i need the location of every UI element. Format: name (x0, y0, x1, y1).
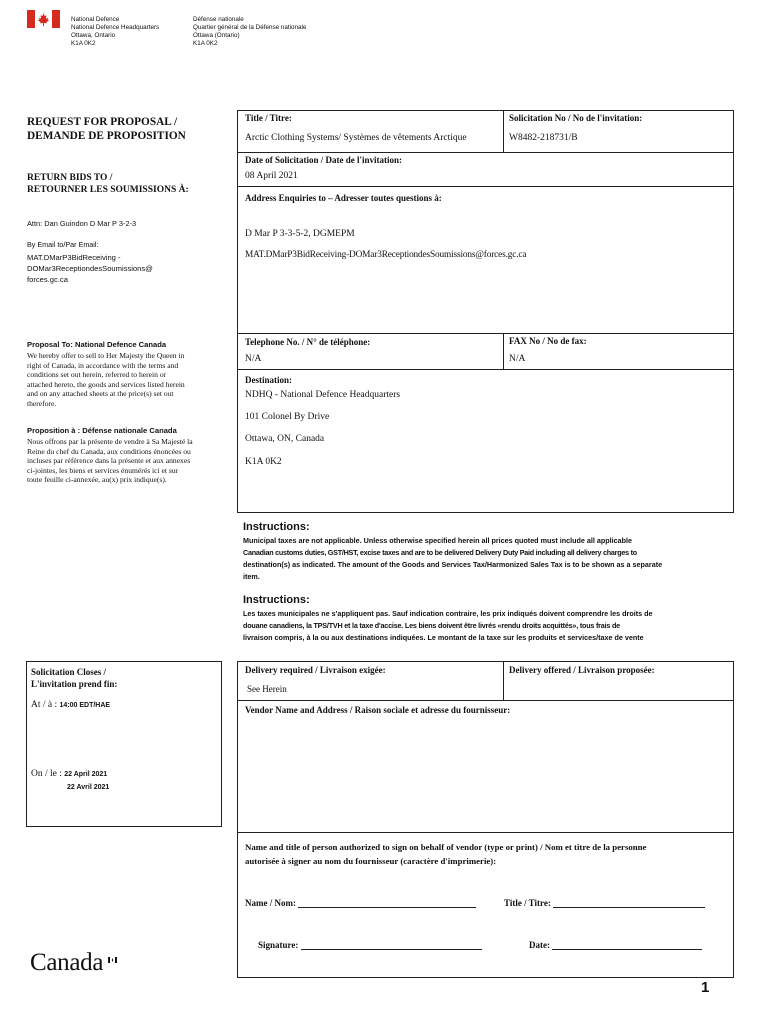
closes-on-row (31, 769, 107, 779)
closes-label-fr: L'invitation prend fin: (31, 679, 118, 689)
on-label: On / le : (31, 769, 62, 779)
instructions-fr-line: livraison compris, à la ou aux destinations indiquées. Le montant de la taxe sur les produits et services/taxe de vente (243, 633, 644, 642)
date-row (529, 939, 702, 950)
proposal-to-line: We hereby offer to sell to Her Majesty the Queen in (27, 351, 185, 360)
fax-label: FAX No / No de fax: (509, 336, 587, 346)
proposal-to-line: right of Canada, in accordance with the terms and (27, 360, 179, 370)
divider (503, 661, 504, 700)
destination-line: NDHQ - National Defence Headquarters (245, 390, 401, 400)
return-bids-en: RETURN BIDS TO / (27, 173, 113, 183)
solicitation-no-value: W8482-218731/B (509, 133, 578, 143)
header-en-line: National Defence Headquarters (71, 24, 160, 31)
return-email-line: DOMar3ReceptiondesSoumissions@ (27, 264, 153, 273)
solicitation-closes-label (31, 666, 117, 690)
header-fr-line: Défense nationale (193, 16, 244, 23)
instructions-fr-body (243, 608, 723, 644)
title-value: Arctic Clothing Systems/ Systèmes de vêtements Arctique (245, 133, 467, 143)
authorized-line: autorisée à signer au nom du fournisseur (caractère d'imprimerie): (245, 856, 497, 866)
canada-wordmark (30, 949, 103, 977)
proposal-to-title: Proposal To: National Defence Canada (27, 340, 167, 349)
canada-wordmark-text: Canada (30, 949, 104, 976)
return-email-line: MAT.DMarP3BidReceiving - (27, 253, 121, 262)
date-input-label: Date: (529, 940, 550, 950)
signature-label: Signature: (258, 940, 299, 950)
header-fr-line: Quartier général de la Défense nationale (193, 24, 307, 31)
delivery-offered-label: Delivery offered / Livraison proposée: (509, 665, 655, 675)
date-input-line[interactable] (552, 939, 702, 950)
delivery-required-label: Delivery required / Livraison exigée: (245, 665, 386, 675)
rfp-title-en: REQUEST FOR PROPOSAL / (27, 116, 178, 128)
divider (237, 186, 734, 187)
divider (237, 152, 734, 153)
proposition-line: Nous offrons par la présente de vendre à Sa Majesté la (27, 437, 193, 446)
header-fr-line: Ottawa (Ontario) (193, 32, 240, 39)
telephone-label: Telephone No. / N° de téléphone: (245, 337, 371, 347)
proposition-text (27, 437, 227, 485)
at-value: 14:00 EDT/HAE (59, 702, 111, 709)
date-of-solicitation-value: 08 April 2021 (245, 171, 298, 181)
proposition-line: ci-jointes, les biens et services énumérés ici et sur (27, 465, 179, 475)
return-bids-heading (27, 172, 189, 196)
header-en-line: National Defence (71, 16, 120, 23)
return-bids-fr: RETOURNER LES SOUMISSIONS À: (27, 185, 189, 195)
fax-value: N/A (509, 354, 526, 364)
signature-input-line[interactable] (301, 939, 482, 950)
proposal-to-line: attached hereto, the goods and services listed herein (27, 379, 185, 389)
proposal-to-line: therefore. (27, 398, 57, 408)
return-email-block (27, 252, 153, 285)
authorized-person-label (245, 840, 646, 868)
wordmark-flag-icon (108, 950, 117, 956)
destination-label: Destination: (245, 375, 292, 385)
name-row (245, 897, 476, 908)
telephone-value: N/A (245, 354, 262, 364)
destination-line: 101 Colonel By Drive (245, 412, 330, 422)
instructions-en-line: Municipal taxes are not applicable. Unless otherwise specified herein all prices quoted must include all applicable (243, 536, 633, 545)
proposal-to-line: conditions set out herein, referred to herein or (27, 370, 167, 380)
on-value-fr: 22 Avril 2021 (67, 784, 110, 791)
destination-line: Ottawa, ON, Canada (245, 434, 325, 444)
name-label: Name / Nom: (245, 898, 296, 908)
header-fr-line: K1A 0K2 (193, 40, 218, 47)
instructions-en-line: item. (243, 572, 260, 581)
instructions-fr-title: Instructions: (243, 594, 310, 606)
divider (503, 110, 504, 152)
signature-row (258, 939, 482, 950)
rfp-title-fr: DEMANDE DE PROPOSITION (27, 130, 186, 142)
divider (237, 369, 734, 370)
canada-flag-icon (27, 10, 60, 28)
instructions-en-body (243, 535, 723, 583)
instructions-en-line: destination(s) as indicated. The amount of the Goods and Services Tax/Harmonized Sales Tax is to be shown as a separate (243, 560, 663, 569)
instructions-en-title: Instructions: (243, 521, 310, 533)
at-label: At / à : (31, 700, 58, 710)
proposal-to-line: and on any attached sheets at the price(s) set out (27, 389, 174, 399)
header-en-line: Ottawa, Ontario (71, 32, 116, 39)
divider (237, 832, 734, 833)
authorized-line: Name and title of person authorized to sign on behalf of vendor (type or print) / Nom et titre de la personne (245, 842, 647, 852)
proposition-line: Reine du chef du Canada, aux conditions énoncées ou (27, 446, 191, 456)
header-en-block (71, 16, 159, 48)
closes-label-en: Solicitation Closes / (31, 667, 107, 677)
proposal-to-text (27, 351, 227, 409)
proposition-title: Proposition à : Défense nationale Canada (27, 426, 177, 435)
on-value-en: 22 April 2021 (64, 771, 108, 778)
return-email-line: forces.gc.ca (27, 275, 68, 284)
divider (503, 333, 504, 369)
title-input-label: Title / Titre: (504, 898, 551, 908)
vendor-name-address-field[interactable] (240, 718, 730, 828)
instructions-en-line: Canadian customs duties, GST/HST, excise taxes and are to be delivered Delivery Duty Paid including all delivery charges to (243, 548, 637, 557)
address-enquiries-label: Address Enquiries to – Adresser toutes questions à: (245, 193, 442, 203)
closes-at-row (31, 700, 110, 710)
proposition-line: incluses par référence dans la présente et aux annexes (27, 456, 191, 466)
solicitation-no-label: Solicitation No / No de l'invitation: (509, 113, 643, 123)
divider (237, 333, 734, 334)
title-row (504, 897, 705, 908)
delivery-offered-field[interactable] (505, 678, 731, 698)
title-input-line[interactable] (553, 897, 705, 908)
title-label: Title / Titre: (245, 113, 292, 123)
instructions-fr-line: Les taxes municipales ne s'appliquent pas. Sauf indication contraire, les prix indiqués doivent comprendre les droits de (243, 609, 653, 618)
name-input-line[interactable] (298, 897, 476, 908)
proposition-line: toute feuille ci-annexée, au(x) prix indique(s). (27, 475, 167, 485)
destination-line: K1A 0K2 (245, 457, 282, 467)
header-en-line: K1A 0K2 (71, 40, 96, 47)
by-email-label: By Email to/Par Email: (27, 240, 99, 249)
instructions-fr-line: douane canadiens, la TPS/TVH et la taxe d'accise. Les biens doivent être livrés «rendu droits acquittés», tous frais de (243, 621, 620, 630)
header-fr-block (193, 16, 306, 48)
vendor-name-address-label: Vendor Name and Address / Raison sociale et adresse du fournisseur: (245, 705, 511, 715)
page-number: 1 (701, 979, 710, 996)
rfp-title (27, 115, 186, 143)
divider (237, 700, 734, 701)
address-enquiries-value-1: D Mar P 3-3-5-2, DGMEPM (245, 229, 355, 239)
address-enquiries-value-2: MAT.DMarP3BidReceiving-DOMar3ReceptiondesSoumissions@forces.gc.ca (245, 250, 527, 260)
date-of-solicitation-label: Date of Solicitation / Date de l'invitation: (245, 155, 402, 165)
delivery-required-value: See Herein (247, 684, 287, 694)
solicitation-info-box (237, 110, 734, 513)
attn-line: Attn: Dan Guindon D Mar P 3-2-3 (27, 219, 137, 228)
